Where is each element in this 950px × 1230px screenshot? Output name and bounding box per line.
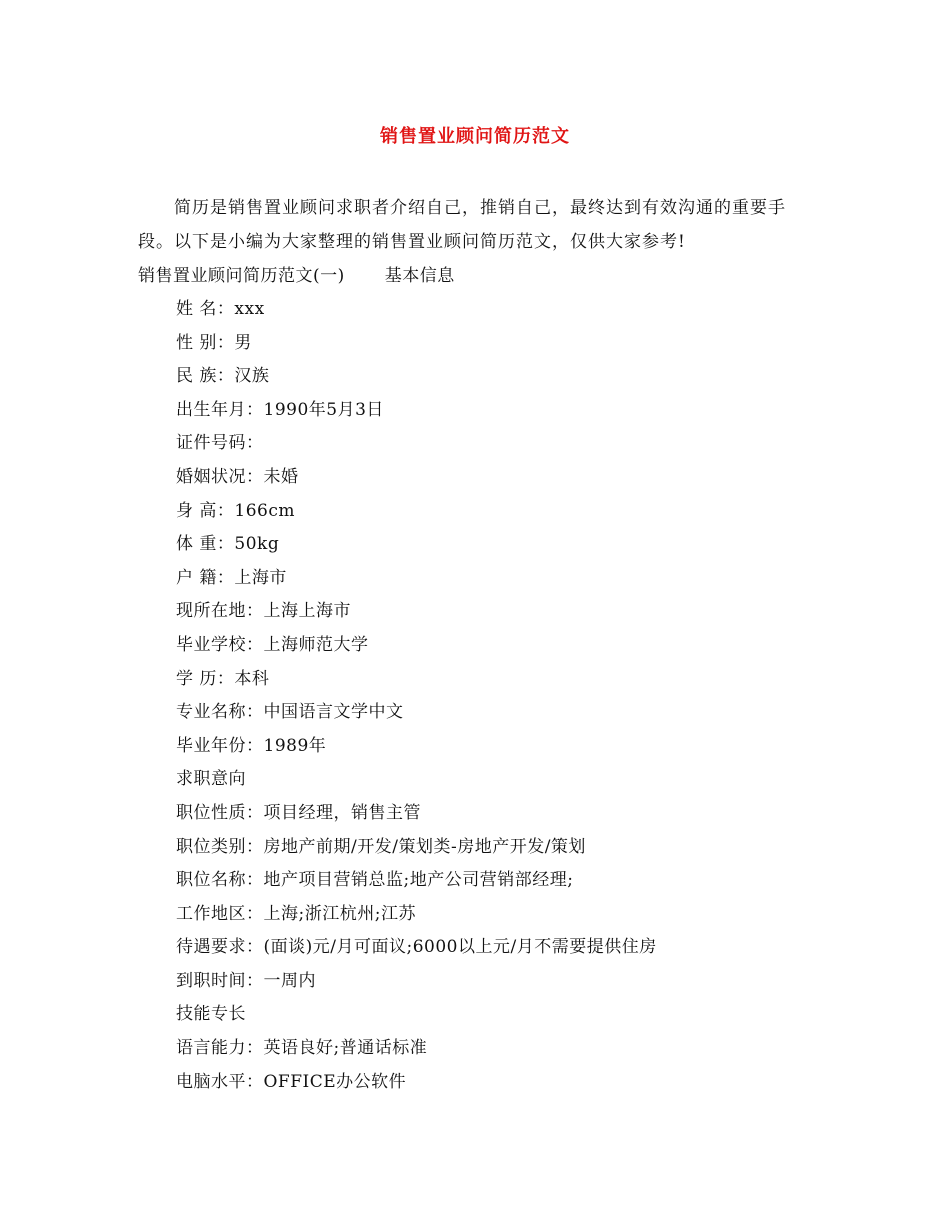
field-line: 体 重：50kg xyxy=(176,534,280,555)
field-line: 待遇要求：(面谈)元/月可面议;6000以上元/月不需要提供住房 xyxy=(176,937,657,958)
field-line: 学 历：本科 xyxy=(176,668,270,689)
field-line: 到职时间：一周内 xyxy=(176,970,316,991)
document-title: 销售置业顾问简历范文 xyxy=(380,126,570,147)
field-line: 身 高：166cm xyxy=(176,500,295,521)
field-line: 性 别：男 xyxy=(176,332,252,353)
section-heading xyxy=(138,262,455,290)
section-label-job-intention: 求职意向 xyxy=(176,769,246,790)
field-line: 职位性质：项目经理，销售主管 xyxy=(176,802,421,823)
field-line: 职位名称：地产项目营销总监;地产公司营销部经理; xyxy=(176,870,574,891)
field-line: 户 籍：上海市 xyxy=(176,567,287,588)
field-line: 毕业学校：上海师范大学 xyxy=(176,634,369,655)
resume-field-list xyxy=(176,294,657,1100)
section-title: 销售置业顾问简历范文(一) xyxy=(138,266,345,286)
field-line: 证件号码： xyxy=(176,433,264,454)
field-line: 出生年月：1990年5月3日 xyxy=(176,399,384,420)
field-line: 工作地区：上海;浙江杭州;江苏 xyxy=(176,903,416,924)
field-line: 职位类别：房地产前期/开发/策划类-房地产开发/策划 xyxy=(176,836,586,857)
field-line: 电脑水平：OFFICE办公软件 xyxy=(176,1071,407,1092)
field-line: 姓 名：xxx xyxy=(176,299,265,319)
intro-paragraph: 简历是销售置业顾问求职者介绍自己，推销自己，最终达到有效沟通的重要手段。以下是小编为大家整理的销售置业顾问简历范文，仅供大家参考! xyxy=(138,198,786,252)
field-line: 民 族：汉族 xyxy=(176,366,270,387)
field-line: 婚姻状况：未婚 xyxy=(176,466,299,487)
field-line: 现所在地：上海上海市 xyxy=(176,601,351,622)
section-label-skills: 技能专长 xyxy=(176,1004,246,1025)
section-subtitle: 基本信息 xyxy=(384,266,455,286)
field-line: 语言能力：英语良好;普通话标准 xyxy=(176,1038,428,1059)
field-line: 毕业年份：1989年 xyxy=(176,735,327,756)
field-line: 专业名称：中国语言文学中文 xyxy=(176,702,404,723)
